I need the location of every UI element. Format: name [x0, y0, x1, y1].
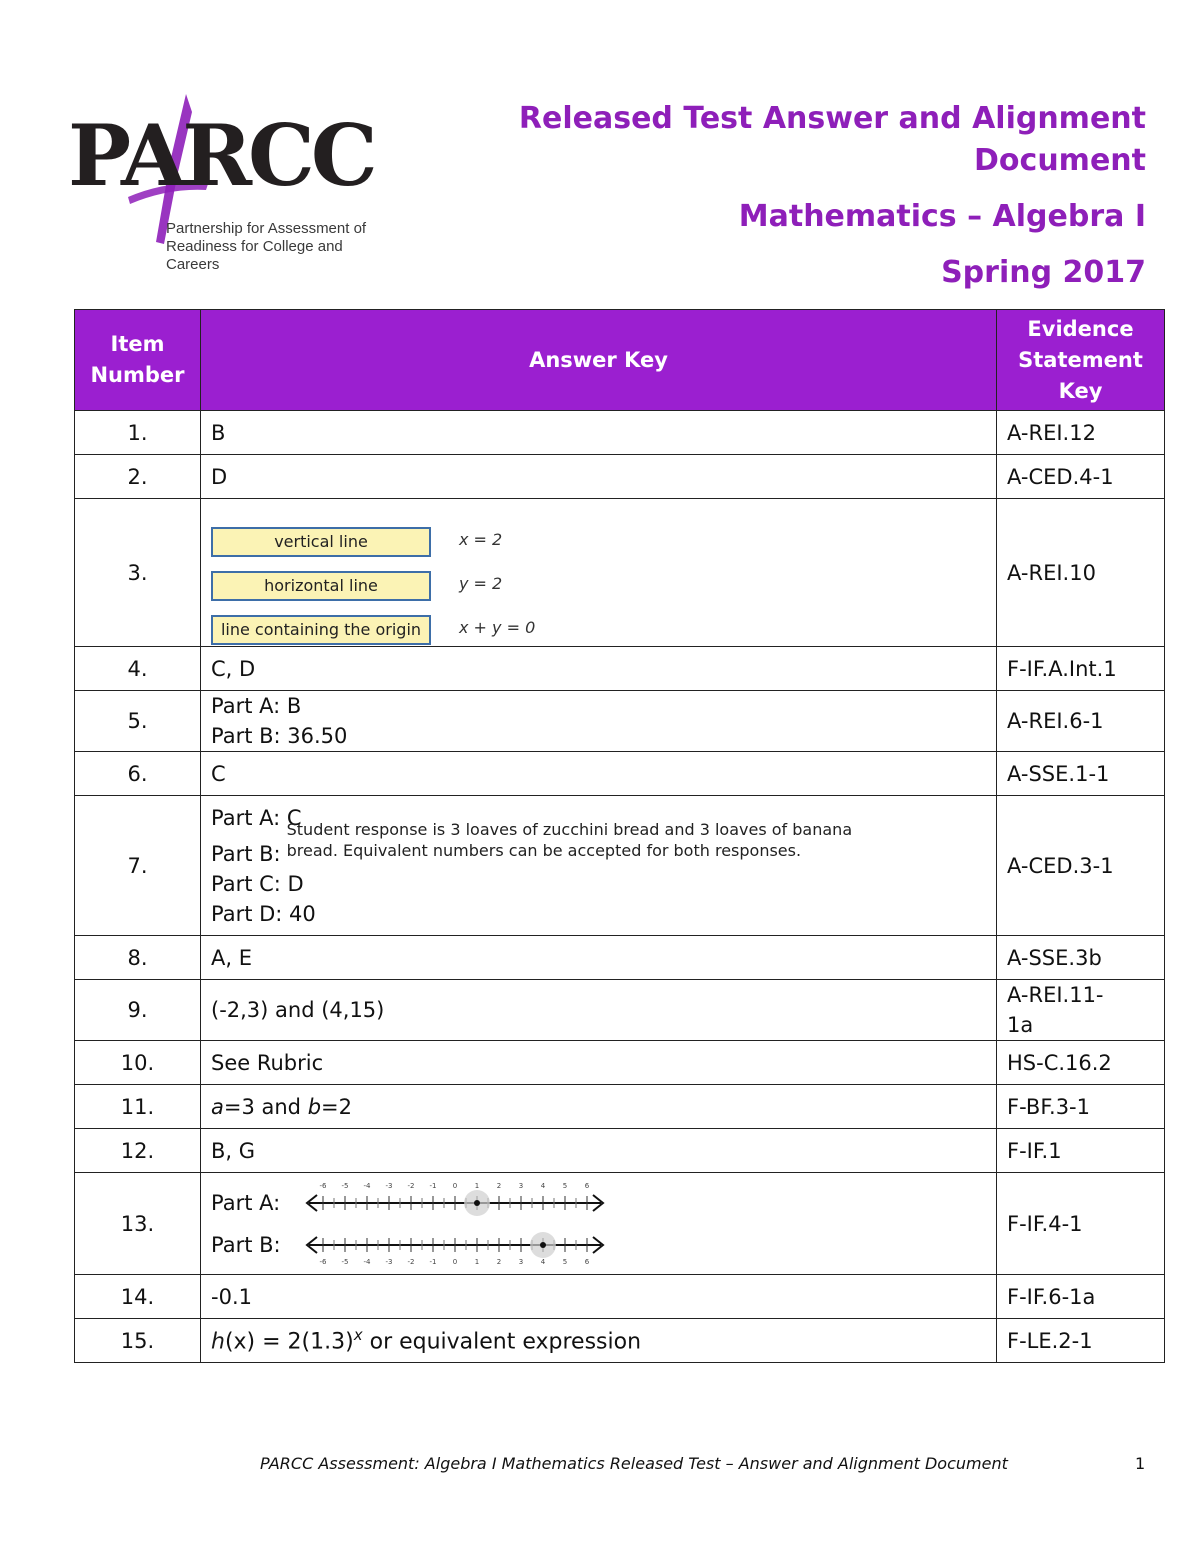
logo-subtitle: Partnership for Assessment of Readiness for College and Careers — [166, 220, 367, 273]
item-number: 3. — [75, 499, 201, 647]
document-titles — [519, 98, 1146, 294]
table-row — [75, 936, 1165, 980]
match-chip: line containing the origin — [211, 615, 431, 645]
answer-key-table — [74, 309, 1165, 1363]
answer-cell: (-2,3) and (4,15) — [201, 980, 997, 1041]
item-number: 9. — [75, 980, 201, 1041]
evidence-cell: A-REI.10 — [997, 499, 1165, 647]
part-b-label: Part B: — [211, 841, 281, 866]
part-d-answer: Part D: 40 — [211, 901, 316, 926]
table-row — [75, 1275, 1165, 1319]
item-number: 5. — [75, 691, 201, 752]
item-number: 11. — [75, 1085, 201, 1129]
match-equation: x + y = 0 — [459, 617, 536, 637]
plotted-point — [474, 1200, 480, 1206]
tick-label: -6 — [319, 1181, 327, 1190]
tick-label: 6 — [584, 1257, 590, 1266]
answer-cell — [201, 499, 997, 647]
part-a-label: Part A: — [211, 1190, 281, 1215]
subject-title: Mathematics – Algebra I — [738, 199, 1146, 234]
match-equation: x = 2 — [459, 529, 503, 549]
tick-label: 2 — [496, 1181, 502, 1190]
evidence-cell: A-REI.6-1 — [997, 691, 1165, 752]
evidence-cell: HS-C.16.2 — [997, 1041, 1165, 1085]
evidence-cell: F-LE.2-1 — [997, 1319, 1165, 1363]
table-row — [75, 1319, 1165, 1363]
item-number: 15. — [75, 1319, 201, 1363]
number-line-part-a — [301, 1182, 621, 1224]
tick-label: 3 — [518, 1257, 524, 1266]
tick-label: 1 — [474, 1257, 480, 1266]
answer-cell: $h(x) = 2(1.3)^x$ or equivalent expression — [201, 1319, 997, 1363]
table-row — [75, 691, 1165, 752]
evidence-cell: A-CED.4-1 — [997, 455, 1165, 499]
table-row — [75, 411, 1165, 455]
tick-label: 4 — [540, 1257, 546, 1266]
table-row — [75, 796, 1165, 936]
evidence-cell: A-SSE.3b — [997, 936, 1165, 980]
tick-label: -2 — [407, 1181, 415, 1190]
tick-label: 5 — [562, 1181, 568, 1190]
evidence-cell: A-REI.12 — [997, 411, 1165, 455]
item-number: 8. — [75, 936, 201, 980]
number-line-part-b — [301, 1224, 621, 1266]
page-number: 1 — [1135, 1454, 1146, 1473]
tick-label: -1 — [429, 1257, 437, 1266]
item-number: 2. — [75, 455, 201, 499]
part-c-answer: Part C: D — [211, 871, 304, 896]
answer-cell: B, G — [201, 1129, 997, 1173]
answer-cell: B — [201, 411, 997, 455]
tick-label: -1 — [429, 1181, 437, 1190]
term-title: Spring 2017 — [941, 255, 1146, 290]
table-row — [75, 980, 1165, 1041]
plotted-point — [540, 1242, 546, 1248]
tick-label: -5 — [341, 1257, 349, 1266]
tick-label: 4 — [540, 1181, 546, 1190]
tick-label: -4 — [363, 1181, 371, 1190]
part-a-answer: Part A: B — [211, 694, 302, 718]
item-number: 1. — [75, 411, 201, 455]
table-row — [75, 499, 1165, 647]
evidence-cell: F-IF.4-1 — [997, 1173, 1165, 1275]
evidence-cell: F-IF.6-1a — [997, 1275, 1165, 1319]
table-row — [75, 1129, 1165, 1173]
item-number: 10. — [75, 1041, 201, 1085]
answer-cell: -0.1 — [201, 1275, 997, 1319]
document-title: Released Test Answer and Alignment Document — [518, 101, 1146, 178]
evidence-cell: F-BF.3-1 — [997, 1085, 1165, 1129]
tick-label: -5 — [341, 1181, 349, 1190]
evidence-cell: A-REI.11- 1a — [997, 980, 1165, 1041]
match-equation: y = 2 — [459, 573, 503, 593]
tick-label: -4 — [363, 1257, 371, 1266]
evidence-cell: A-CED.3-1 — [997, 796, 1165, 936]
part-b-answer: Part B: 36.50 — [211, 724, 348, 748]
answer-cell: C — [201, 752, 997, 796]
part-a-answer: Part A: C — [211, 805, 302, 830]
answer-cell: D — [201, 455, 997, 499]
table-row — [75, 752, 1165, 796]
tick-label: -3 — [385, 1181, 393, 1190]
item-number: 4. — [75, 647, 201, 691]
match-chip: horizontal line — [211, 571, 431, 601]
evidence-cell: A-SSE.1-1 — [997, 752, 1165, 796]
part-a-row — [211, 1182, 986, 1224]
answer-cell: a=3 and b=2 — [201, 1085, 997, 1129]
item-number: 7. — [75, 796, 201, 936]
table-header-row — [75, 310, 1165, 411]
tick-label: 5 — [562, 1257, 568, 1266]
tick-label: -6 — [319, 1257, 327, 1266]
table-row — [75, 1041, 1165, 1085]
tick-label: 1 — [474, 1181, 480, 1190]
table-row — [75, 1173, 1165, 1275]
parcc-logo — [68, 92, 398, 273]
table-row — [75, 1085, 1165, 1129]
answer-cell — [201, 691, 997, 752]
part-b-answer — [211, 819, 986, 869]
tick-label: 0 — [452, 1257, 458, 1266]
tick-label: 3 — [518, 1181, 524, 1190]
evidence-cell: F-IF.1 — [997, 1129, 1165, 1173]
part-b-row — [211, 1224, 986, 1266]
header-evidence: Evidence Statement Key — [997, 310, 1165, 411]
tick-label: 0 — [452, 1181, 458, 1190]
tick-label: 2 — [496, 1257, 502, 1266]
table-row — [75, 647, 1165, 691]
drag-match-answer — [201, 503, 996, 643]
table-row — [75, 455, 1165, 499]
answer-cell — [201, 1173, 997, 1275]
logo-wordmark: PARCC — [68, 106, 374, 205]
page-footer: PARCC Assessment: Algebra I Mathematics Released Test – Answer and Alignment Document — [260, 1454, 1008, 1473]
evidence-cell: F-IF.A.Int.1 — [997, 647, 1165, 691]
answer-cell: See Rubric — [201, 1041, 997, 1085]
answer-cell: A, E — [201, 936, 997, 980]
answer-cell — [201, 796, 997, 936]
match-chip: vertical line — [211, 527, 431, 557]
answer-cell: C, D — [201, 647, 997, 691]
header-item-number: Item Number — [75, 310, 201, 411]
item-number: 14. — [75, 1275, 201, 1319]
item-number: 13. — [75, 1173, 201, 1275]
tick-label: -3 — [385, 1257, 393, 1266]
tick-label: -2 — [407, 1257, 415, 1266]
part-b-note: Student response is 3 loaves of zucchini bread and 3 loaves of banana bread. Equivalent numbers can be accepted for both responses. — [286, 819, 853, 860]
tick-label: 6 — [584, 1181, 590, 1190]
item-number: 6. — [75, 752, 201, 796]
header-answer-key: Answer Key — [201, 310, 997, 411]
item-number: 12. — [75, 1129, 201, 1173]
part-b-label: Part B: — [211, 1232, 281, 1257]
